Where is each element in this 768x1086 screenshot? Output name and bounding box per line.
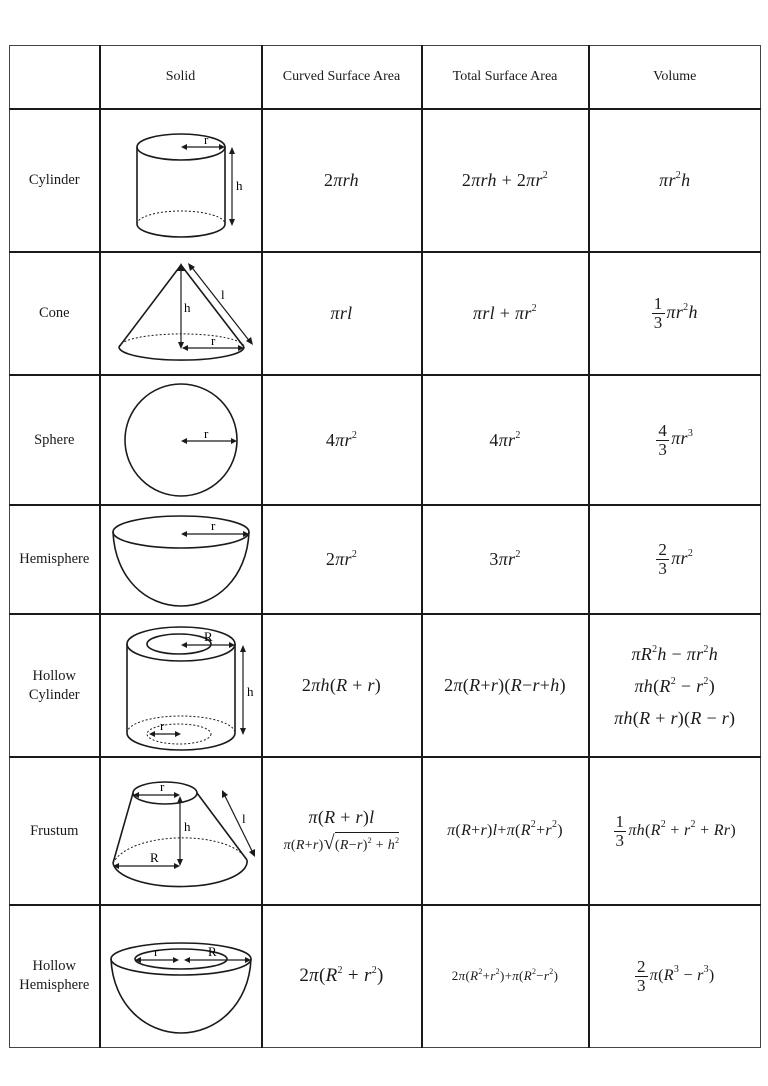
tsa-cell: $2\pi(R^2+r^2)+\pi(R^2-r^2)$	[422, 905, 589, 1047]
tsa-cell: $2\pi rh + 2\pi r^2$	[422, 109, 589, 252]
svg-text:l: l	[241, 811, 246, 826]
header-total-surface-area: Total Surface Area	[422, 46, 589, 110]
cone-figure-icon	[101, 255, 261, 373]
csa-cell: 2πh(R + r)	[262, 614, 422, 757]
svg-text:R: R	[203, 628, 213, 644]
hemisphere-figure-icon	[101, 508, 261, 612]
table-row-cone	[10, 252, 761, 375]
volume-cell: $\pi R^2h - \pi r^2h$ $\pi h(R^2 - r^2)$ πh(R + r)(R − r)	[589, 614, 761, 757]
svg-text:r: r	[203, 131, 208, 147]
tsa-cell: 2π(R+r)(R−r+h)	[422, 614, 589, 757]
table-row-hollow-cylinder	[10, 614, 761, 757]
header-blank	[10, 46, 100, 110]
csa-cell: 2πrh	[262, 109, 422, 252]
volume-cell: $\pi r^2h$	[589, 109, 761, 252]
csa-cell: π(R + r)l $\pi(R+r)√(R-r)^2 + h^2$	[262, 757, 422, 905]
tsa-cell: $\pi rl + \pi r^2$	[422, 252, 589, 375]
figure-cell	[100, 375, 262, 505]
svg-text:r: r	[153, 944, 158, 960]
hollow-cylinder-figure-icon	[101, 617, 261, 755]
figure-cell	[100, 614, 262, 757]
svg-text:h: h	[246, 683, 253, 699]
svg-text:r: r	[159, 779, 164, 794]
row-label: Frustum	[10, 757, 100, 905]
table-row-sphere	[10, 375, 761, 505]
table-row-frustum	[10, 757, 761, 905]
tsa-cell: $3\pi r^2$	[422, 505, 589, 614]
csa-cell: $2\pi r^2$	[262, 505, 422, 614]
hollow-hemisphere-figure-icon	[101, 907, 261, 1045]
figure-cell	[100, 252, 262, 375]
row-label: Sphere	[10, 375, 100, 505]
volume-cell: $\frac{2}{3}$ $\pi(R^3 - r^3)$	[589, 905, 761, 1047]
svg-text:h: h	[235, 177, 242, 193]
row-label: Hollow Hemisphere	[10, 905, 100, 1047]
row-label: Hollow Cylinder	[10, 614, 100, 757]
table-row-hollow-hemisphere	[10, 905, 761, 1047]
mensuration-formula-table	[9, 45, 761, 1048]
volume-cell: $\frac{1}{3}$ $\pi h(R^2 + r^2 + Rr)$	[589, 757, 761, 905]
volume-cell: $\frac{2}{3}$ $\pi r^2$	[589, 505, 761, 614]
header-row	[10, 46, 761, 110]
table-row-cylinder	[10, 109, 761, 252]
svg-text:R: R	[207, 944, 217, 960]
tsa-cell: $4\pi r^2$	[422, 375, 589, 505]
figure-cell	[100, 109, 262, 252]
sphere-figure-icon	[101, 377, 261, 503]
volume-cell: $\frac{4}{3}$ $\pi r^3$	[589, 375, 761, 505]
figure-cell	[100, 757, 262, 905]
table-row-hemisphere	[10, 505, 761, 614]
row-label: Cylinder	[10, 109, 100, 252]
tsa-cell: $\pi(R+r)l+\pi(R^2+r^2)$	[422, 757, 589, 905]
csa-cell: $4\pi r^2$	[262, 375, 422, 505]
figure-cell	[100, 905, 262, 1047]
frustum-figure-icon	[101, 760, 261, 902]
svg-text:h: h	[183, 819, 190, 834]
svg-text:R: R	[149, 850, 159, 865]
row-label: Cone	[10, 252, 100, 375]
volume-cell: $\frac{1}{3}$ $\pi r^2h$	[589, 252, 761, 375]
header-solid: Solid	[100, 46, 262, 110]
svg-text:r: r	[210, 332, 215, 348]
csa-cell: πrl	[262, 252, 422, 375]
svg-text:h: h	[183, 299, 190, 315]
row-label: Hemisphere	[10, 505, 100, 614]
header-curved-surface-area: Curved Surface Area	[262, 46, 422, 110]
figure-cell	[100, 505, 262, 614]
svg-text:r: r	[210, 517, 215, 533]
svg-text:r: r	[159, 717, 164, 733]
cylinder-figure-icon	[101, 111, 261, 251]
svg-text:r: r	[203, 426, 208, 441]
header-volume: Volume	[589, 46, 761, 110]
svg-text:l: l	[220, 286, 225, 302]
csa-cell: $2\pi(R^2 + r^2)$	[262, 905, 422, 1047]
